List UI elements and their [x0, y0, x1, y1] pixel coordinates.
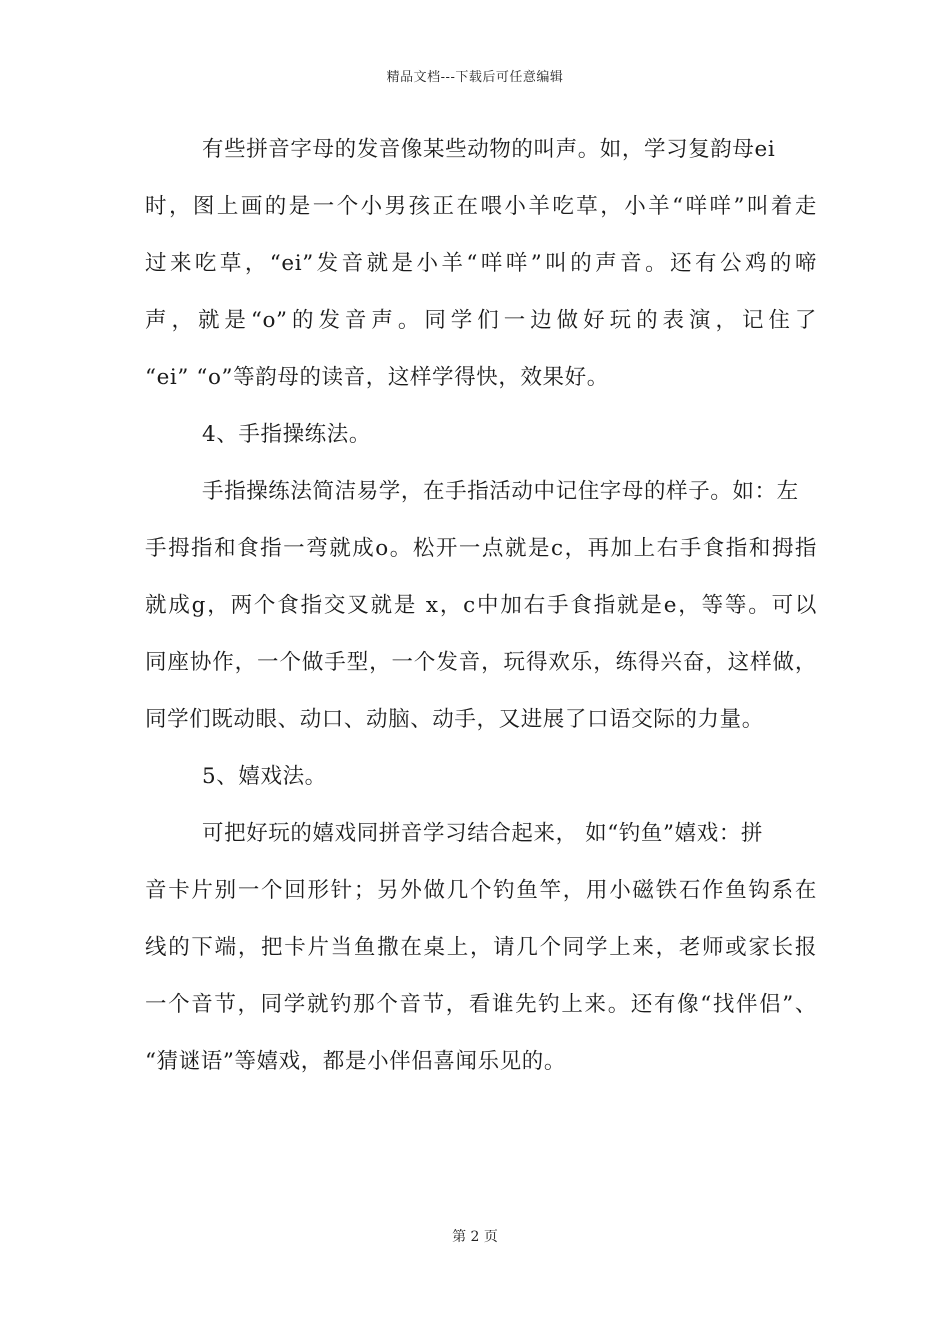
text-line: 手指操练法简洁易学，在手指活动中记住字母的样子。如：左 [202, 479, 799, 504]
text-line: 有些拼音字母的发音像某些动物的叫声。如，学习复韵母ei [202, 137, 776, 162]
text-line: 音卡片别一个回形针；另外做几个钓鱼竿，用小磁铁石作鱼钩系在 [145, 878, 817, 903]
section-heading: 5、嬉戏法。 [202, 764, 327, 789]
page-number: 第 2 页 [452, 1229, 498, 1245]
document-body [145, 128, 817, 1097]
text-line: 一个音节，同学就钓那个音节，看谁先钓上来。还有像“找伴侣”、 [145, 992, 817, 1017]
text-line: 过来吃草，“ei”发音就是小羊“咩咩”叫的声音。还有公鸡的啼 [145, 251, 817, 276]
text-line: 手拇指和食指一弯就成o。松开一点就是c，再加上右手食指和拇指 [145, 536, 817, 561]
text-line: “ei” “o”等韵母的读音，这样学得快，效果好。 [145, 365, 609, 390]
text-line: 同学们既动眼、动口、动脑、动手，又进展了口语交际的力量。 [145, 707, 764, 732]
page-header: 精品文档---下载后可任意编辑 [386, 70, 564, 85]
text-line: 声，就是“o”的发音声。同学们一边做好玩的表演，记住了 [145, 308, 817, 333]
text-line: 同座协作，一个做手型，一个发音，玩得欢乐，练得兴奋，这样做， [145, 650, 817, 675]
text-line: 可把好玩的嬉戏同拼音学习结合起来， 如“钓鱼”嬉戏：拼 [202, 821, 764, 846]
text-line: 线的下端，把卡片当鱼撒在桌上，请几个同学上来，老师或家长报 [145, 935, 817, 960]
text-line: “猜谜语”等嬉戏，都是小伴侣喜闻乐见的。 [145, 1049, 566, 1074]
section-heading: 4、手指操练法。 [202, 422, 371, 447]
text-line: 就成g，两个食指交叉就是 x，c中加右手食指就是e，等等。可以 [145, 593, 817, 618]
text-line: 时，图上画的是一个小男孩正在喂小羊吃草，小羊“咩咩”叫着走 [145, 194, 817, 219]
